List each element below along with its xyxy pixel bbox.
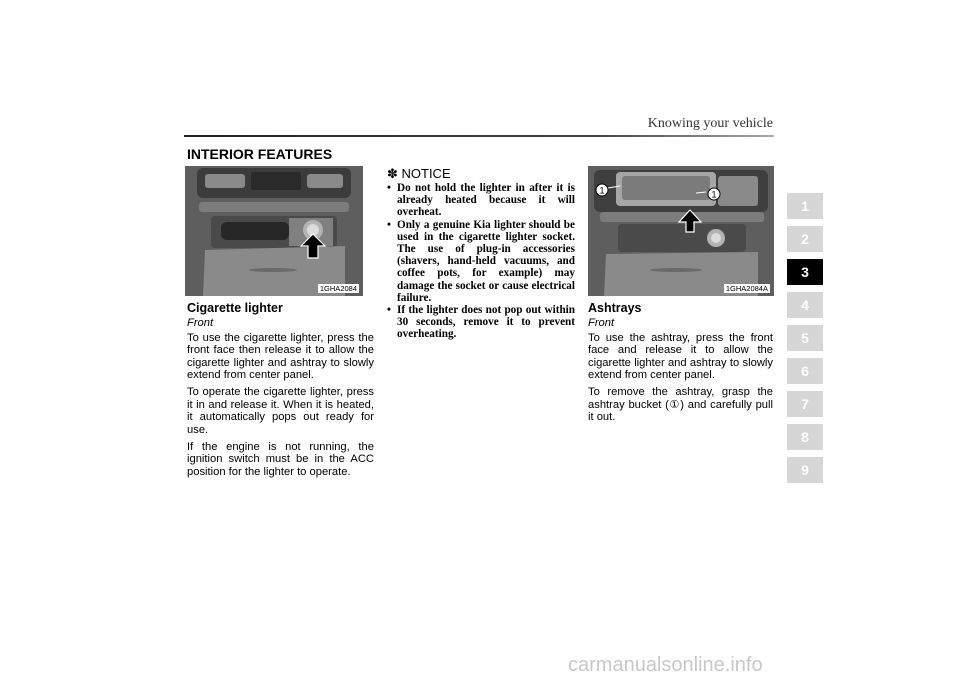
cigarette-lighter-section	[187, 302, 374, 483]
chapter-tab-2[interactable]: 2	[787, 226, 823, 252]
console-illustration	[185, 166, 363, 296]
paragraph: To use the ashtray, press the front face and release it to allow the cigarette lighter and ashtray to slowly extend from center panel.	[588, 331, 773, 382]
ashtrays-heading: Ashtrays	[588, 301, 642, 315]
notice-heading: ✽ NOTICE	[387, 166, 451, 181]
image-code: 1GHA2084	[319, 284, 357, 293]
chapter-tab-8[interactable]: 8	[787, 424, 823, 450]
chapter-tab-7[interactable]: 7	[787, 391, 823, 417]
callout-number: 1	[711, 189, 717, 200]
paragraph: To operate the cigarette lighter, press it in and release it. When it is heated, it automatically pops out ready for use.	[187, 386, 374, 436]
paragraph: To use the cigarette lighter, press the front face then release it to allow the cigarette lighter and ashtray to slowly extend from center panel.	[187, 331, 374, 382]
ashtray-photo	[588, 166, 774, 296]
paragraph: If the engine is not running, the ignition switch must be in the ACC position for the lighter to operate.	[187, 441, 374, 478]
ashtray-illustration	[588, 166, 774, 296]
running-header: Knowing your vehicle	[647, 116, 773, 131]
chapter-tab-6[interactable]: 6	[787, 358, 823, 384]
paragraph: To remove the ashtray, grasp the ashtray bucket (①) and carefully pull it out.	[588, 386, 773, 424]
cigarette-lighter-photo	[185, 166, 363, 296]
section-title: INTERIOR FEATURES	[187, 146, 333, 162]
chapter-tab-1[interactable]: 1	[787, 193, 823, 219]
chapter-tabs	[787, 193, 823, 490]
ashtrays-subheading: Front	[588, 317, 615, 330]
watermark: carmanualsonline.info	[568, 654, 763, 676]
chapter-tab-5[interactable]: 5	[787, 325, 823, 351]
image-code: 1GHA2084A	[725, 284, 768, 293]
notice-item: • Only a genuine Kia lighter should be used in the cigarette lighter socket. The use of plug-in accessories (shavers, hand-held vacuums, and coffee pots, for example) may damage the socket or cause electrical failure.	[387, 219, 575, 304]
cigarette-lighter-subheading: Front	[187, 317, 214, 330]
notice-list	[387, 182, 575, 341]
notice-item: • If the lighter does not pop out within 30 seconds, remove it to prevent overheating.	[387, 304, 575, 341]
ashtrays-section	[588, 302, 773, 429]
chapter-tab-9[interactable]: 9	[787, 457, 823, 483]
cigarette-lighter-heading: Cigarette lighter	[187, 301, 283, 315]
header-rule	[184, 135, 774, 137]
chapter-tab-3[interactable]: 3	[787, 259, 823, 285]
callout-number: 1	[599, 185, 605, 196]
chapter-tab-4[interactable]: 4	[787, 292, 823, 318]
notice-item: • Do not hold the lighter in after it is already heated because it will overheat.	[387, 182, 575, 219]
